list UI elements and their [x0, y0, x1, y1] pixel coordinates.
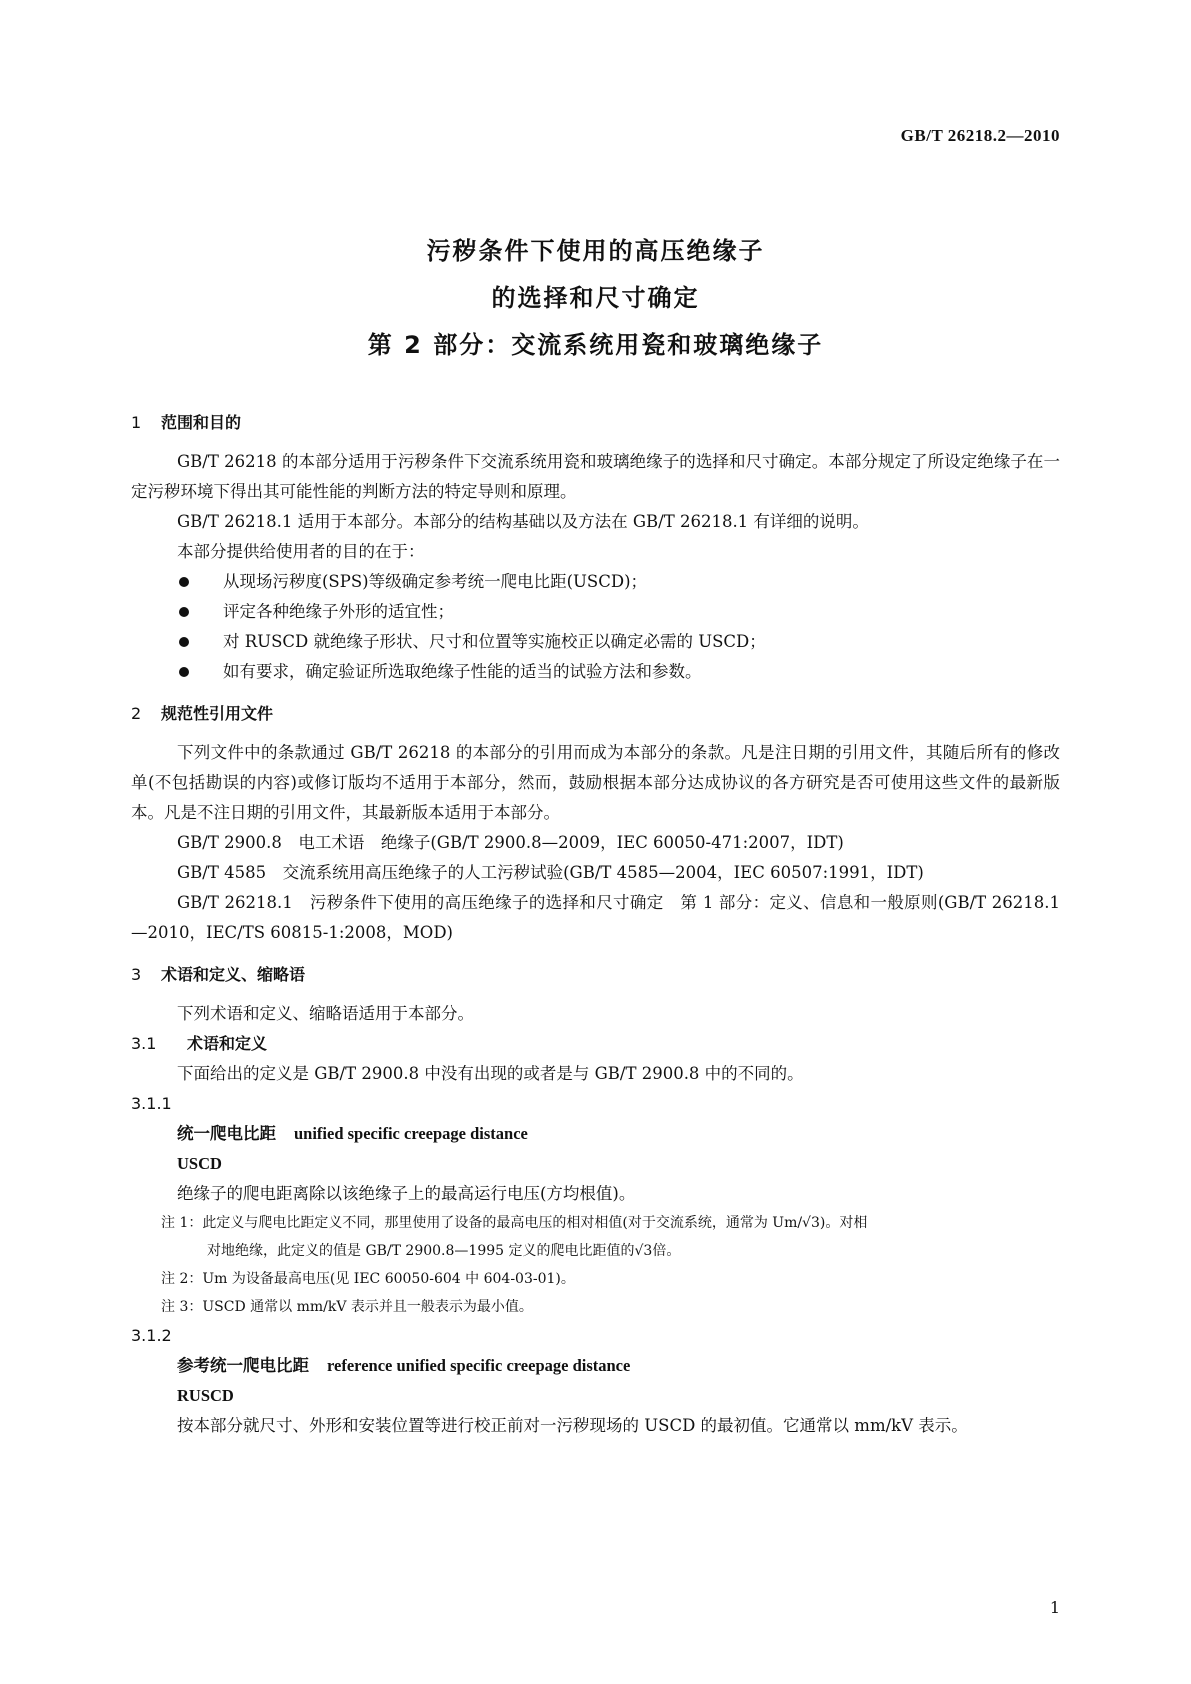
paragraph: 本部分提供给使用者的目的在于： — [177, 542, 425, 561]
bullet-icon — [179, 637, 189, 647]
list-item: 对 RUSCD 就绝缘子形状、尺寸和位置等实施校正以确定必需的 USCD； — [131, 627, 1060, 657]
term-definition: 绝缘子的爬电距离除以该绝缘子上的最高运行电压(方均根值)。 — [177, 1184, 636, 1203]
term-definition: 按本部分就尺寸、外形和安装位置等进行校正前对一污秽现场的 USCD 的最初值。它通常以 mm/kV 表示。 — [177, 1416, 968, 1435]
paragraph: GB/T 26218.1 适用于本部分。本部分的结构基础以及方法在 GB/T 26218.1 有详细的说明。 — [177, 512, 869, 531]
section-number: 2 — [131, 704, 142, 723]
note-continuation: 对地绝缘，此定义的值是 GB/T 2900.8—1995 定义的爬电比距值的√3倍。 — [207, 1243, 681, 1259]
reference-item: GB/T 4585 交流系统用高压绝缘子的人工污秽试验(GB/T 4585—2004，IEC 60507:1991，IDT) — [177, 863, 924, 882]
paragraph: 下列术语和定义、缩略语适用于本部分。 — [177, 1004, 474, 1023]
note: 注 3：USCD 通常以 mm/kV 表示并且一般表示为最小值。 — [161, 1299, 533, 1315]
reference-item: GB/T 26218.1 污秽条件下使用的高压绝缘子的选择和尺寸确定 第 1 部分：定义、信息和一般原则(GB/T 26218.1—2010，IEC/TS 60815-1:2008，MOD) — [131, 893, 1060, 942]
term-number: 3.1.1 — [131, 1094, 172, 1113]
standard-code: GB/T 26218.2—2010 — [900, 126, 1060, 145]
section-number: 1 — [131, 413, 142, 432]
term-english: reference unified specific creepage distance — [327, 1356, 631, 1375]
subsection-3-1-heading — [131, 1029, 1060, 1059]
reference-item: GB/T 2900.8 电工术语 绝缘子(GB/T 2900.8—2009，IEC 60050-471:2007，IDT) — [177, 833, 844, 852]
list-item: 评定各种绝缘子外形的适宜性； — [131, 597, 1060, 627]
bullet-icon — [179, 667, 189, 677]
paragraph: 下列文件中的条款通过 GB/T 26218 的本部分的引用而成为本部分的条款。凡是注日期的引用文件，其随后所有的修改单(不包括勘误的内容)或修订版均不适用于本部分，然而，鼓励根据本部分达成协议的各方研究是否可使用这些文件的最新版本。凡是不注日期的引用文件，其最新版本适用于本部分。 — [131, 743, 1060, 822]
section-title: 术语和定义 — [187, 1034, 268, 1053]
section-2-heading — [131, 701, 1060, 724]
paragraph: 下面给出的定义是 GB/T 2900.8 中没有出现的或者是与 GB/T 2900.8 中的不同的。 — [177, 1064, 804, 1083]
term-number: 3.1.2 — [131, 1326, 172, 1345]
section-title: 规范性引用文件 — [161, 704, 274, 723]
purpose-list — [131, 567, 1060, 687]
term-entry — [131, 1119, 1060, 1149]
term-abbreviation: USCD — [177, 1154, 222, 1173]
list-item: 如有要求，确定验证所选取绝缘子性能的适当的试验方法和参数。 — [131, 657, 1060, 687]
term-abbreviation: RUSCD — [177, 1386, 234, 1405]
section-3-heading — [131, 962, 1060, 985]
bullet-icon — [179, 607, 189, 617]
term-chinese: 参考统一爬电比距 — [177, 1356, 309, 1375]
document-title — [0, 228, 1191, 369]
document-body — [131, 410, 1060, 1441]
section-title: 术语和定义、缩略语 — [161, 965, 306, 984]
term-english: unified specific creepage distance — [294, 1124, 528, 1143]
note: 注 1：此定义与爬电比距定义不同，那里使用了设备的最高电压的相对相值(对于交流系统，通常为 Um/√3)。对相 — [161, 1215, 868, 1231]
term-entry — [131, 1351, 1060, 1381]
title-line-1: 污秽条件下使用的高压绝缘子 — [426, 237, 765, 265]
section-number: 3.1 — [131, 1034, 157, 1053]
section-number: 3 — [131, 965, 142, 984]
list-item: 从现场污秽度(SPS)等级确定参考统一爬电比距(USCD)； — [131, 567, 1060, 597]
note: 注 2：Um 为设备最高电压(见 IEC 60050-604 中 604-03-01)。 — [161, 1271, 575, 1287]
page-number: 1 — [1049, 1598, 1060, 1617]
bullet-icon — [179, 577, 189, 587]
paragraph: GB/T 26218 的本部分适用于污秽条件下交流系统用瓷和玻璃绝缘子的选择和尺寸确定。本部分规定了所设定绝缘子在一定污秽环境下得出其可能性能的判断方法的特定导则和原理。 — [131, 452, 1060, 501]
section-title: 范围和目的 — [161, 413, 242, 432]
section-1-heading — [131, 410, 1060, 433]
title-line-2: 的选择和尺寸确定 — [491, 284, 700, 312]
title-line-3: 第 2 部分：交流系统用瓷和玻璃绝缘子 — [367, 331, 824, 359]
term-chinese: 统一爬电比距 — [177, 1124, 276, 1143]
